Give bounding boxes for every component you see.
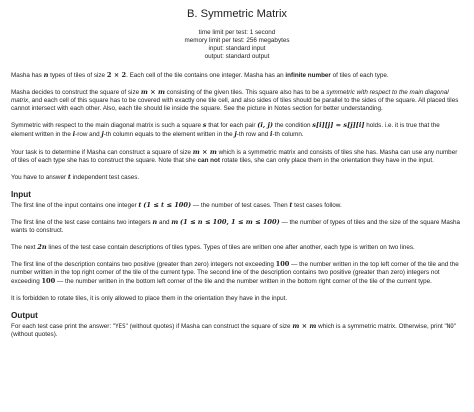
code-yes: YES (115, 323, 126, 330)
input-heading: Input (11, 189, 32, 199)
input-file: input: standard input (208, 45, 266, 52)
text-span: Masha has (11, 72, 44, 79)
text-span: You have to answer (11, 173, 68, 181)
math-j: j (234, 130, 237, 139)
math-nm-constraint: (1 ≤ n ≤ 100, 1 ≤ m ≤ 100) (179, 217, 280, 226)
output-section (11, 311, 463, 339)
text-span: — the number of types of tiles and the size of the square Masha wants to construct. (11, 218, 460, 235)
text-span: " (without quotes). (11, 322, 456, 338)
math-tile-size: 2 × 2 (106, 71, 127, 79)
text-span: which is a symmetric matrix and consists of tiles she has. Masha can use any number of tiles of each type she has to construct the square. Note that she (11, 148, 458, 164)
output-file: output: standard output (204, 53, 270, 60)
text-span: test cases follow. (292, 201, 342, 209)
bold-infinite-number: infinite number (285, 72, 331, 79)
math-j: j (101, 130, 104, 139)
math-t: t (289, 200, 293, 209)
legend-paragraph-2 (11, 88, 463, 113)
input-paragraph-1 (11, 201, 463, 210)
math-t: t (138, 200, 142, 209)
math-n: n (43, 71, 49, 79)
text-span: — the number written in the top left corner of the tile and the number written in the top right corner of the tile of the current type. The second line of the description contains two positive (greater than zero) integers not exceeding (11, 261, 459, 286)
code-no: NO (446, 323, 454, 330)
output-paragraph-1 (11, 322, 463, 339)
time-limit: time limit per test: 1 second (198, 29, 276, 36)
problem-header (11, 8, 463, 61)
text-span: independent test cases. (70, 173, 140, 181)
text-span: — the number written in the bottom left corner of the tile and the number written in the bottom right corner of the tile of the current type. (55, 278, 432, 286)
text-span: types of tiles of size (48, 72, 107, 79)
output-heading: Output (11, 310, 38, 320)
text-span: — the number of test cases. Then (191, 201, 290, 209)
text-span: The first line of the description contains two positive (greater than zero) integers not exceeding (11, 261, 276, 269)
text-span: that for each pair (206, 122, 258, 130)
math-2n: 2n (37, 243, 47, 252)
text-span: For each test case print the answer: " (11, 322, 116, 330)
math-i: i (72, 130, 76, 139)
input-paragraph-4 (11, 260, 463, 286)
text-span: -th column equals to the element written in the (103, 131, 235, 139)
math-m: m (171, 217, 179, 226)
math-n: n (152, 217, 158, 226)
text-span: -th row and (236, 131, 270, 139)
text-span: , and each cell of this square has to be covered with exactly one tile cell, and also sides of tiles should be parallel to the sides of the square. All placed tiles cannot intersect with each other. Also, each tile should lie inside the square. See the picture in Notes section for better understanding. (11, 97, 459, 113)
text-span: consisting of the given tiles. This square also has to be a (164, 89, 327, 97)
input-paragraph-5 (11, 295, 463, 303)
text-span: which is a symmetric matrix. Otherwise, print " (316, 322, 447, 330)
input-paragraph-3 (11, 243, 463, 252)
memory-limit: memory limit per test: 256 megabytes (184, 37, 290, 44)
text-span: The first line of the test case contains two integers (11, 218, 153, 226)
math-t: t (67, 172, 71, 181)
problem-legend (11, 71, 463, 182)
text-span: the condition (273, 122, 313, 130)
text-span: -row and (75, 131, 102, 139)
math-pair-ij: (i, j) (257, 121, 274, 130)
legend-paragraph-1 (11, 71, 463, 80)
text-span: rotate tiles, she can only place them in the orientation they have in the input. (219, 156, 434, 164)
math-m-by-m: m × m (140, 88, 165, 97)
math-t-constraint: (1 ≤ t ≤ 100) (143, 200, 192, 209)
bold-can-not: can not (197, 156, 220, 164)
math-m-by-m: m × m (192, 147, 217, 156)
italic-symmetric-matrix: symmetric with respect to the main diagonal matrix (11, 89, 449, 105)
text-span: It is forbidden to rotate tiles, it is only allowed to place them in the orientation they have in the input. (11, 294, 288, 302)
math-condition: s[i][j] = s[j][i] (312, 121, 365, 130)
text-span: . Each cell of the tile contains one integer. Masha has an (126, 72, 286, 79)
problem-title: B. Symmetric Matrix (186, 8, 288, 20)
input-section (11, 190, 463, 303)
math-s: s (202, 121, 207, 130)
math-100: 100 (41, 277, 56, 286)
legend-paragraph-5 (11, 173, 463, 182)
legend-paragraph-4 (11, 148, 463, 165)
text-span: -th column. (272, 131, 304, 139)
legend-paragraph-3 (11, 121, 463, 139)
math-m-by-m: m × m (292, 321, 317, 330)
text-span: Your task is to determine if Masha can construct a square of size (11, 148, 193, 156)
text-span: Symmetric with respect to the main diagonal matrix is such a square (11, 122, 203, 130)
text-span: lines of the test case contain descriptions of tiles types. Types of tiles are written one after another, each type is written on two lines. (46, 244, 415, 252)
text-span: The first line of the input contains one integer (11, 201, 139, 209)
text-span: holds. i.e. it is true that the element written in the (11, 122, 440, 139)
input-paragraph-2 (11, 218, 463, 235)
math-100: 100 (275, 260, 290, 269)
text-span: and (157, 218, 172, 226)
text-span: Masha decides to construct the square of size (11, 89, 141, 97)
math-i: i (269, 130, 273, 139)
text-span: " (without quotes) if Masha can construct the square of size (125, 322, 293, 330)
text-span: The next (11, 244, 38, 252)
text-span: of tiles of each type. (330, 72, 389, 79)
